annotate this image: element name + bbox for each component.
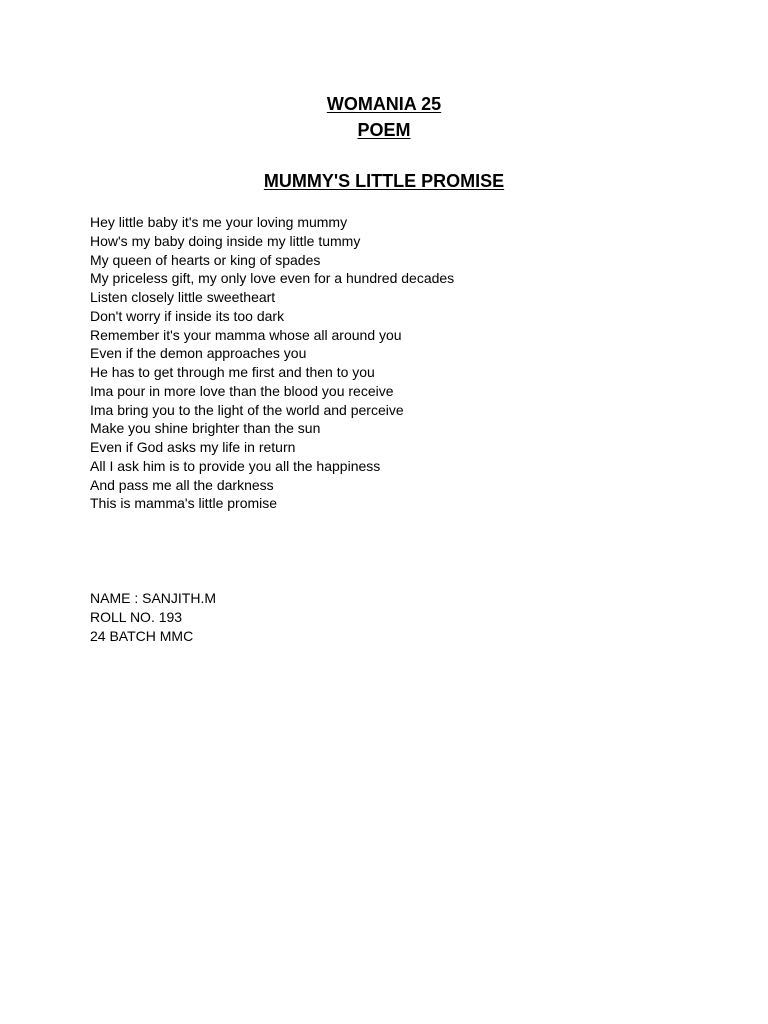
poem-line: My queen of hearts or king of spades <box>90 251 321 268</box>
poem-line: Remember it's your mamma whose all around you <box>90 326 402 343</box>
poem-title: MUMMY'S LITTLE PROMISE <box>263 171 505 191</box>
poem-line: This is mamma's little promise <box>90 495 278 512</box>
author-details <box>90 589 490 646</box>
poem-line: Ima bring you to the light of the world and perceive <box>90 401 404 418</box>
poem-line: All I ask him is to provide you all the happiness <box>90 457 381 474</box>
poem-line: Hey little baby it's me your loving mummy <box>90 214 348 230</box>
poem-line: Even if the demon approaches you <box>90 345 307 362</box>
author-name: NAME : SANJITH.M <box>90 590 217 606</box>
poem-line: And pass me all the darkness <box>90 476 274 493</box>
poem-line: Make you shine brighter than the sun <box>90 420 321 437</box>
category-title: POEM <box>357 120 411 140</box>
poem-line: Even if God asks my life in return <box>90 439 296 455</box>
poem-body <box>90 213 690 513</box>
poem-line: Ima pour in more love than the blood you receive <box>90 382 394 399</box>
author-batch: 24 BATCH MMC <box>90 628 194 644</box>
author-roll-number: ROLL NO. 193 <box>90 609 183 625</box>
poem-line: Don't worry if inside its too dark <box>90 307 285 324</box>
poem-line: He has to get through me first and then to you <box>90 364 375 380</box>
event-title: WOMANIA 25 <box>326 94 442 114</box>
poem-line: How's my baby doing inside my little tummy <box>90 232 361 249</box>
poem-line: My priceless gift, my only love even for a hundred decades <box>90 270 455 287</box>
poem-line: Listen closely little sweetheart <box>90 289 276 305</box>
